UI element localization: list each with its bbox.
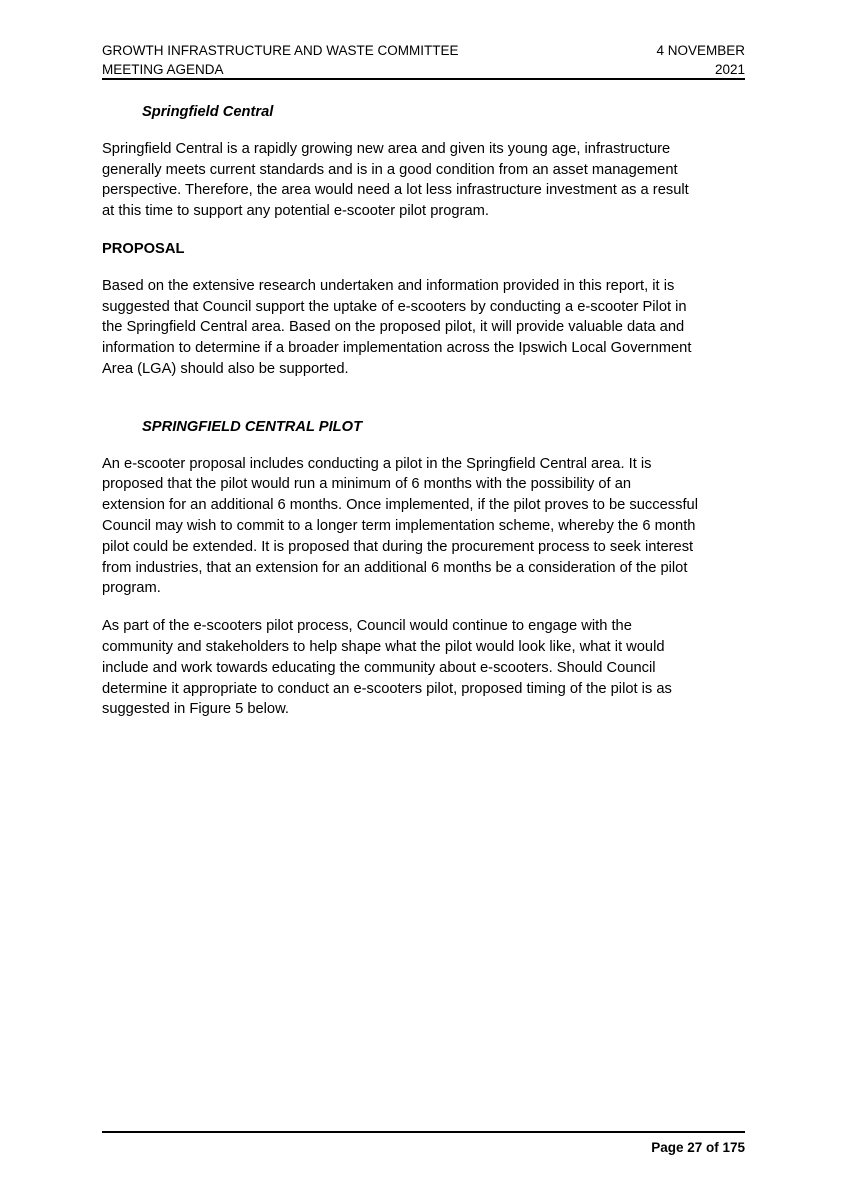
- page-content: [102, 102, 745, 737]
- paragraph-pilot-2: As part of the e-scooters pilot process, Council would continue to engage with the community and stakeholders to help shape what the pilot would look like, what it would include and work towards educating the community about e-scooters. Should Council determine it appropriate to conduct an e-scooters pilot, proposed timing of the pilot is as suggested in Figure 5 below.: [102, 618, 672, 718]
- meeting-date-year: 2021: [714, 62, 745, 77]
- page-header: [102, 41, 745, 80]
- paragraph-springfield-central: Springfield Central is a rapidly growing new area and given its young age, infrastructure generally meets current standards and is in a good condition from an asset management perspective. Therefore, the area would need a lot less infrastructure investment as a result at this time to support any potential e-scooter pilot program.: [102, 140, 689, 220]
- section-title-pilot: SPRINGFIELD CENTRAL PILOT: [142, 418, 363, 435]
- document-type: MEETING AGENDA: [102, 62, 224, 77]
- meeting-date: [656, 41, 745, 79]
- paragraph-proposal: Based on the extensive research undertaken and information provided in this report, it is suggested that Council support the uptake of e-scooters by conducting a e-scooter Pilot in the Springfield Central area. Based on the proposed pilot, it will provide valuable data and information to determine if a broader implementation across the Ipswich Local Government Area (LGA) should also be supported.: [102, 277, 692, 377]
- section-title-springfield-central: Springfield Central: [142, 104, 274, 120]
- section-spacer: [102, 397, 745, 417]
- heading-proposal: PROPOSAL: [102, 240, 185, 257]
- page-footer: [102, 1131, 745, 1157]
- page-number: Page 27 of 175: [651, 1140, 745, 1155]
- committee-title: [102, 41, 459, 79]
- meeting-date-day-month: 4 NOVEMBER: [656, 43, 745, 58]
- paragraph-pilot-1: An e-scooter proposal includes conducting a pilot in the Springfield Central area. It is proposed that the pilot would run a minimum of 6 months with the possibility of an extension for an additional 6 months. Once implemented, if the pilot proves to be successful Council may wish to commit to a longer term implementation scheme, whereby the 6 month pilot could be extended. It is proposed that during the procurement process to seek interest from industries, that an extension for an additional 6 months be a consideration of the pilot program.: [102, 455, 698, 597]
- committee-name: GROWTH INFRASTRUCTURE AND WASTE COMMITTEE: [102, 43, 459, 58]
